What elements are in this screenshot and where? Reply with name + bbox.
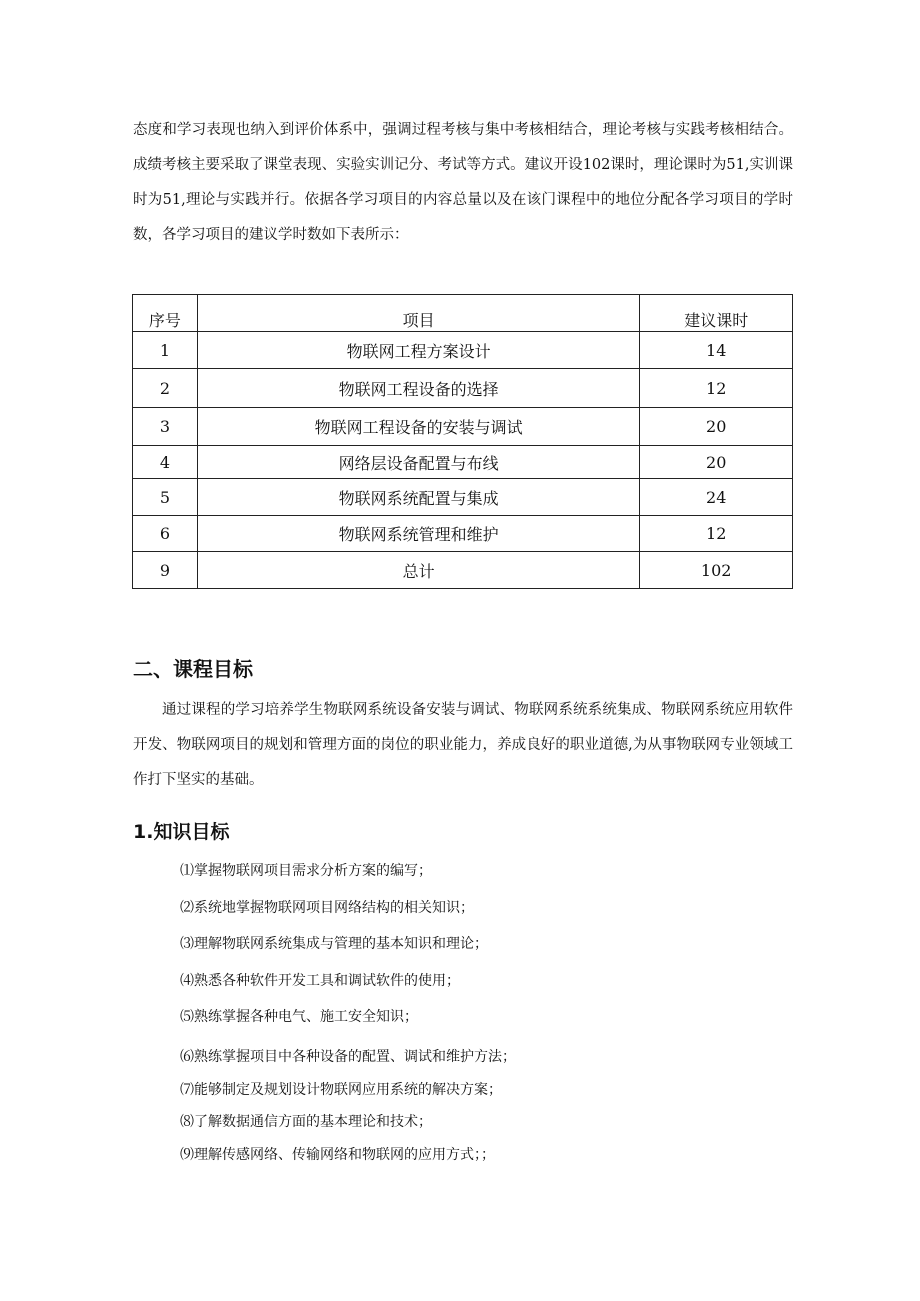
knowledge-item: ⑷熟悉各种软件开发工具和调试软件的使用； [180, 973, 460, 989]
table-row [133, 369, 793, 408]
row-number: 9 [133, 552, 198, 589]
knowledge-item: ⑶理解物联网系统集成与管理的基本知识和理论； [180, 936, 488, 952]
section-title: 二、课程目标 [133, 657, 253, 681]
table-row [133, 516, 793, 552]
row-item: 总计 [197, 552, 640, 589]
row-number: 5 [133, 479, 198, 516]
row-number: 4 [133, 446, 198, 479]
row-hours: 20 [640, 408, 793, 446]
knowledge-item: ⑹熟练掌握项目中各种设备的配置、调试和维护方法； [180, 1049, 516, 1065]
row-hours: 14 [640, 332, 793, 369]
header-item: 项目 [197, 295, 640, 332]
subsection-title: 1.知识目标 [133, 821, 230, 843]
knowledge-item: ⑸熟练掌握各种电气、施工安全知识； [180, 1009, 418, 1025]
row-number: 2 [133, 369, 198, 408]
row-hours: 12 [640, 369, 793, 408]
row-hours: 102 [640, 552, 793, 589]
row-number: 6 [133, 516, 198, 552]
header-hours: 建议课时 [640, 295, 793, 332]
row-number: 3 [133, 408, 198, 446]
course-hours-table [132, 294, 793, 589]
knowledge-item: ⑴掌握物联网项目需求分析方案的编写； [180, 863, 432, 879]
knowledge-item: ⑼理解传感网络、传输网络和物联网的应用方式；； [180, 1147, 495, 1163]
row-hours: 24 [640, 479, 793, 516]
row-item: 物联网系统配置与集成 [197, 479, 640, 516]
row-item: 物联网系统管理和维护 [197, 516, 640, 552]
row-item: 物联网工程设备的安装与调试 [197, 408, 640, 446]
row-hours: 20 [640, 446, 793, 479]
row-item: 网络层设备配置与布线 [197, 446, 640, 479]
row-item: 物联网工程方案设计 [197, 332, 640, 369]
knowledge-item: ⑺能够制定及规划设计物联网应用系统的解决方案； [180, 1082, 502, 1098]
table-row [133, 446, 793, 479]
goal-paragraph: 通过课程的学习培养学生物联网系统设备安装与调试、物联网系统系统集成、物联网系统应用软件开发、物联网项目的规划和管理方面的岗位的职业能力，养成良好的职业道德,为从事物联网专业领域工作打下坚实的基础。 [133, 702, 793, 788]
table-row [133, 479, 793, 516]
intro-paragraph: 态度和学习表现也纳入到评价体系中，强调过程考核与集中考核相结合，理论考核与实践考核相结合。成绩考核主要采取了课堂表现、实验实训记分、考试等方式。建议开设102课时，理论课时为51,实训课时为51,理论与实践并行。依据各学习项目的内容总量以及在该门课程中的地位分配各学习项目的学时数，各学习项目的建议学时数如下表所示： [133, 122, 793, 243]
header-number: 序号 [133, 295, 198, 332]
row-hours: 12 [640, 516, 793, 552]
row-item: 物联网工程设备的选择 [197, 369, 640, 408]
knowledge-item: ⑻了解数据通信方面的基本理论和技术； [180, 1114, 432, 1130]
table-row [133, 332, 793, 369]
row-number: 1 [133, 332, 198, 369]
table-row [133, 552, 793, 589]
table-header-row [133, 295, 793, 332]
table-row [133, 408, 793, 446]
knowledge-item: ⑵系统地掌握物联网项目网络结构的相关知识； [180, 900, 474, 916]
